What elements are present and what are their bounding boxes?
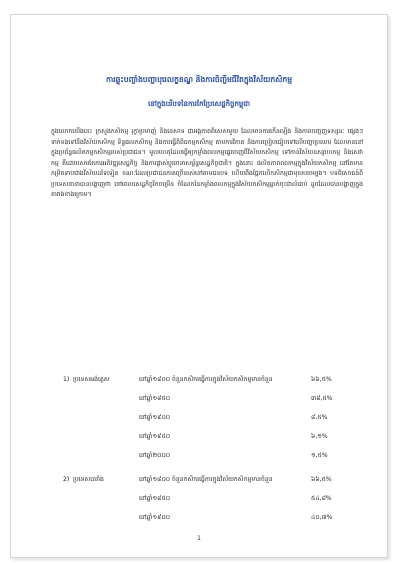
document-title: ការឆ្លុះបញ្ចាំងបញ្ហាបុរេលក្ខខណ្ឌ និងការចិញ្ចឹមជីវិតក្នុងវិស័យកសិកម្ម xyxy=(105,75,293,84)
row-share: ១,៥% xyxy=(311,452,328,459)
row-year: នៅឆ្នាំ១៨៥០ xyxy=(139,395,171,402)
body-text xyxy=(51,127,363,201)
row-share: ៦៦,៥% xyxy=(311,476,332,483)
row-year: នៅឆ្នាំ១៨៥០ xyxy=(139,495,171,502)
row-share: ៦៦,៥% xyxy=(311,376,332,383)
document-subtitle: នៅក្នុងបរិបទនៃការកែប្រែសេដ្ឋកិច្ចកម្ពុជា xyxy=(147,100,251,108)
list-number: 2) xyxy=(63,476,70,483)
document-page xyxy=(10,14,388,558)
row-share: ៥៤,៨% xyxy=(311,495,332,502)
row-year: នៅឆ្នាំ១៩០០ xyxy=(139,514,171,521)
row-share: ៤០,៧% xyxy=(311,514,333,521)
row-year: នៅឆ្នាំ២០០០ xyxy=(139,452,171,459)
list-number: 1) xyxy=(63,376,70,383)
row-year: នៅឆ្នាំ១៩០០ xyxy=(139,414,171,421)
row-share: ៦,១% xyxy=(311,433,328,440)
country-name: ប្រទេសអង់គ្លេស xyxy=(73,376,110,383)
row-share: ៨,៥% xyxy=(311,414,328,421)
row-year: នៅឆ្នាំ១៨០០ ចំនួនកសិករធ្វើការក្នុងវិស័យកសិកម្មមានចំនួន xyxy=(139,476,273,483)
row-year: នៅឆ្នាំ១៨០០ ចំនួនកសិករធ្វើការក្នុងវិស័យកសិកម្មមានចំនួន xyxy=(139,376,273,383)
row-share: ៣៨,៥% xyxy=(311,395,333,402)
country-name: ប្រទេសបារាំង xyxy=(73,476,104,483)
page-number: 1 xyxy=(197,535,201,542)
row-year: នៅឆ្នាំ១៩៥០ xyxy=(139,433,171,440)
paragraph: ក្នុងលោកយើងនេះ ក្រសួងកសិកម្ម រុក្ខាប្រមាញ់ និងនេសាទ ជាអង្គភាពពិសេសមួយ ដែលមានការកើនឡើង និងការបញ្ចេញទស្សនៈ ផ្សេងៗទាក់ទងទៅនឹងវិស័យកសិកម្ម ទិន្នផលកសិកម្ម និងការធ្វើពិពិធកម្មកសិកម្ម តាមការវិភាគ និងការប្រៀបធៀបទៅលើបញ្ហាប្រឈម ដែលមាននៅក្នុងប្រព័ន្ធផលិតកម្មកសិកម្មរបស់ប្រជាជន។ មូលហេតុដែលធ្វើឲ្យកម្លាំងពលកម្មផ្ទេរចេញពីវិស័យកសិកម្ម ទៅកាន់វិស័យឧស្សាហកម្ម និងសេវាកម្ម គឺដោយសារតែការអភិវឌ្ឍសេដ្ឋកិច្ច និងការផ្លាស់ប្តូររចនាសម្ព័ន្ធសេដ្ឋកិច្ចជាតិ។ ក្នុងនោះ ផលិតភាពពលកម្មក្នុងវិស័យកសិកម្ម នៅតែមានកម្រិតទាបជាងវិស័យដទៃទៀត ខណៈដែលប្រជាជនភាគច្រើនរស់នៅតាមជនបទ ហើយពឹងផ្អែកលើកសិកម្មជាមុខរបរចម្បង។ បទពិសោធន៍ពីប្រទេសនានាបានបង្ហាញថា នៅពេលសេដ្ឋកិច្ចរីកចម្រើន ចំណែកនៃកម្លាំងពលកម្មក្នុងវិស័យកសិកម្មធ្លាក់ចុះជាលំដាប់ ដូចដែលបានបង្ហាញក្នុងតារាងខាងក្រោម។ xyxy=(51,128,363,198)
